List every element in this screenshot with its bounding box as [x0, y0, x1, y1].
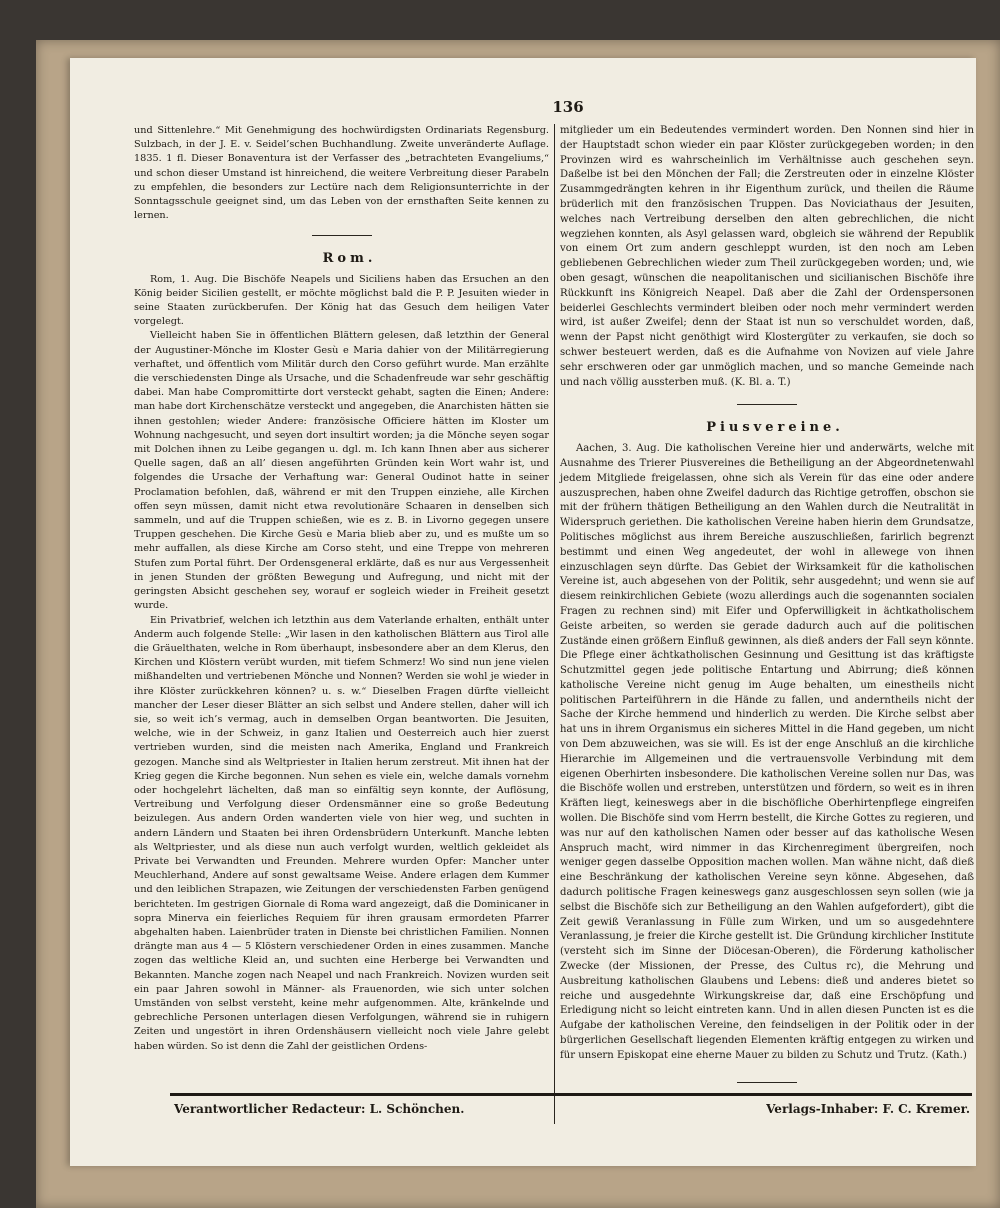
continuation-text: mitglieder um ein Bedeutendes vermindert worden. Den Nonnen sind hier in der Hauptstadt schon wieder ein paar Klöster zurückgegeben worden; in den Provinzen wird es wahrscheinlich im Verhältnisse auch geschehen seyn. Daßelbe ist bei den Mönchen der Fall; die Zerstreuten oder in einzelne Klöster Zusammgedrängten kehren in ihr Eigenthum zurück, und theilen die Räume brüderlich mit den französischen Truppen. Das Noviciathaus der Jesuiten, welches nach Vertreibung derselben den alten gebrechlichen, die nicht wegziehen konnten, als Asyl gelassen ward, obgleich sie während der Republik von einem Ort zum andern geschleppt wurden, ist den noch am Leben gebliebenen Gebrechlichen wieder zum Theil zurückgegeben worden; und, wie oben gesagt, wünschen die neapolitanischen und sicilianischen Bischöfe ihre Rückkunft ins Königreich Neapel. Daß aber die Zahl der Ordenspersonen beiderlei Geschlechts vermindert bleiben oder noch mehr vermindert werden wird, ist außer Zweifel; denn der Staat ist nun so verschuldet worden, daß, wenn der Papst nicht genöthigt wird Klostergüter zu verkaufen, sie doch so schwer besteuert werden, daß es die Aufnahme von Novizen auf viele Jahre sehr erschweren oder gar unmöglich machen, und so manche Gemeinde nach und nach völlig aussterben muß. (K. Bl. a. T.) — [560, 125, 974, 388]
article-paragraph: Aachen, 3. Aug. Die katholischen Vereine hier und anderwärts, welche mit Ausnahme des Trierer Piusvereines die Betheiligung an der Abgeordnetenwahl jedem Mitgliede freigelassen, ohne sich als Verein für das eine oder andere auszusprechen, haben ohne Zweifel dadurch das Richtige getroffen, obschon sie mit der frühern thätigen Betheiligung an den Wahlen durch die Neutralität in Widerspruch geriethen. Die katholischen Vereine haben hierin dem Grundsatze, Politisches möglichst aus ihrem Bereiche auszuschließen, farirlich begrenzt bestimmt und einen Weg angedeutet, der wohl in allewege von ihnen einzuschlagen seyn dürfte. Das Gebiet der Wirksamkeit für die katholischen Vereine ist, auch abgesehen von der Politik, sehr ausgedehnt; und wenn sie auf diesem reinkirchlichen Gebiete (wozu allerdings auch die sogenannten socialen Fragen zu rechnen sind) mit Eifer und Opferwilligkeit in ächtkatholischem Geiste arbeiten, so werden sie gerade dadurch auch auf die politischen Zustände einen größern Einfluß gewinnen, als dieß anders der Fall seyn könnte. Die Pflege einer ächtkatholischen Gesinnung und Gesittung ist das kräftigste Schutzmittel gegen jede politische Entartung und Abirrung; dieß können katholische Vereine nicht genug im Auge behalten, um einestheils nicht politischen Parteiführern in die Hände zu fallen, und anderntheils nicht der Sache der Kirche hemmend und hinderlich zu werden. Die Kirche selbst aber hat uns in ihrem Organismus ein sicheres Mittel in die Hand gegeben, um nicht von Dem abzuweichen, was sie will. Es ist der enge Anschluß an die kirchliche Hierarchie im Allgemeinen und die vertrauensvolle Verbindung mit dem eigenen Oberhirten insbesondere. Die katholischen Vereine sollen nur Das, was die Bischöfe wollen und erstreben, unterstützen und fördern, so weit es in ihren Kräften liegt, keineswegs aber in die bischöfliche Oberhirtenpflege eingreifen wollen. Die Bischöfe sind vom Herrn bestellt, die Kirche Gottes zu regieren, und was nur auf den katholischen Namen oder besser auf das katholische Wesen Anspruch macht, wird nimmer in das Kirchenregiment übergreifen, noch weniger gegen dasselbe Opposition machen wollen. Man wähne nicht, daß dieß eine Beschränkung der katholischen Vereine seyn könne. Abgesehen, daß dadurch politische Fragen keineswegs ganz ausgeschlossen seyn sollen (wie ja selbst die Bischöfe sich zur Betheiligung an den Wahlen aufgefordert), gibt die Zeit gewiß Veranlassung in Fülle zum Wirken, und um so ausgedehntere Veranlassung, je freier die Kirche gestellt ist. Die Gründung kirchlicher Institute (versteht sich im Sinne der Diöcesan-Oberen), die Förderung katholischer Zwecke (der Missionen, der Presse, des Cultus rc), die Mehrung und Ausbreitung katholischen Glaubens und Lebens: dieß und anderes bietet so reiche und ausgedehnte Wirkungskreise dar, daß eine Erschöpfung und Erledigung nicht so leicht eintreten kann. Und in allen diesen Puncten ist es die Aufgabe der katholischen Vereine, den feindseligen in der Politik oder in der bürgerlichen Gesellschaft liegenden Elementen kräftig entgegen zu wirken und für unsern Episkopat eine eherne Mauer zu bilden zu Schutz und Trutz. (Kath.) — [560, 443, 974, 1061]
article-paragraph: Vielleicht haben Sie in öffentlichen Blättern gelesen, daß letzthin der General der Augustiner-Mönche im Kloster Gesù e Maria dahier von der Militärregierung verhaftet, und öffentlich vom Militär durch den Corso geführt wurde. Man erzählte die verschiedensten Dinge als Ursache, und die Schadenfreude war sehr geschäftig dabei. Man habe Compromittirte dort versteckt gehabt, sagten die Einen; Andere: man habe dort Kirchenschätze versteckt und angegeben, die Anarchisten hätten sie ihnen gestohlen; wieder Andere: französische Officiere hätten im Kloster um Wohnung nachgesucht, und seyen dort insultirt worden; ja die Mönche seyen sogar mit Dolchen ihnen zu Leibe gegangen u. dgl. m. Ich kann Ihnen aber aus sicherer Quelle sagen, daß an all’ diesen angeführten Gründen kein Wort wahr ist, und folgendes die Ursache der Verhaftung war: General Oudinot hatte in seiner Proclamation befohlen, daß, während er mit den Truppen einziehe, alle Kirchen offen seyn müssen, damit nicht etwa revolutionäre Schaaren in denselben sich sammeln, und auf die Truppen schießen, wie es z. B. in Livorno gegegen unsere Truppen geschehen. Die Kirche Gesù e Maria blieb aber zu, und es mußte um so mehr auffallen, als diese Kirche am Corso steht, und eine Treppe von mehreren Stufen zum Portal führt. Der Ordensgeneral erklärte, daß es nur aus Vergessenheit in jenen Stunden der größten Bewegung und Aufregung, und nicht mit der geringsten Absicht geschehen sey, worauf er sogleich wieder in Freiheit gesetzt wurde. — [134, 330, 549, 612]
footer-editor: Verantwortlicher Redacteur: L. Schönchen. — [174, 1102, 465, 1116]
divider — [737, 1082, 797, 1083]
page-number: 136 — [552, 98, 584, 116]
section-heading-piusvereine: Piusvereine. — [706, 420, 844, 436]
section-heading-rom: Rom. — [322, 251, 377, 267]
divider — [737, 404, 797, 405]
intro-text: und Sittenlehre.“ Mit Genehmigung des hochwürdigsten Ordinariats Regensburg. Sulzbach, in der J. E. v. Seidel’schen Buchhandlung. Zweite unveränderte Auflage. 1835. 1 fl. Dieser Bonaventura ist der Verfasser des „betrachteten Evangeliums,“ und schon dieser Umstand ist hinreichend, die weitere Verbreitung dieser Parabeln zu empfehlen, die besonders zur Lectüre nach dem Religionsunterrichte in der Sonntagsschule geeignet sind, um das Leben von der ernsthaften Seite kennen zu lernen. — [134, 125, 549, 222]
newspaper-page — [70, 58, 976, 1166]
footer-rule — [170, 1093, 972, 1096]
right-column — [560, 124, 974, 1083]
footer-publisher: Verlags-Inhaber: F. C. Kremer. — [766, 1102, 970, 1116]
left-column — [134, 124, 549, 1054]
article-paragraph: Rom, 1. Aug. Die Bischöfe Neapels und Siciliens haben das Ersuchen an den König beider Sicilien gestellt, er möchte möglichst bald die P. P. Jesuiten wieder in seine Staaten zurückberufen. Der König hat das Gesuch dem heiligen Vater vorgelegt. — [134, 273, 549, 328]
article-paragraph: Ein Privatbrief, welchen ich letzthin aus dem Vaterlande erhalten, enthält unter Anderm auch folgende Stelle: „Wir lasen in den katholischen Blättern aus Tirol alle die Gräuelthaten, welche in Rom überhaupt, insbesondere aber an dem Klerus, den Kirchen und Klöstern verübt wurden, mit tiefem Schmerz! Wo sind nun jene vielen mißhandelten und vertriebenen Mönche und Nonnen? Werden sie wohl je wieder in ihre Klöster zurückkehren können? u. s. w.“ Dieselben Fragen dürfte vielleicht mancher der Leser dieser Blätter an sich selbst und Andere stellen, daher will ich sie, so weit ich’s vermag, auch in demselben Organ beantworten. Die Jesuiten, welche, wie in der Schweiz, in ganz Italien und Oesterreich auch hier zuerst vertrieben wurden, sind die meisten nach Amerika, England und Frankreich gezogen. Manche sind als Weltpriester in Italien herum zerstreut. Mit ihnen hat der Krieg gegen die Kirche begonnen. Nun sehen es viele ein, welche damals vornehm oder hochgelehrt lächelten, daß man so einfältig seyn konnte, der Auflösung, Vertreibung und Verfolgung dieser Ordensmänner eine so große Bedeutung beizulegen. Aus andern Orden wanderten viele von hier weg, und suchten in andern Ländern und Staaten bei ihren Ordensbrüdern Unterkunft. Manche lebten als Weltpriester, und als diese nun auch verfolgt wurden, weltlich gekleidet als Private bei Verwandten und Freunden. Mehrere wurden Opfer: Mancher unter Meuchlerhand, Andere auf sonst gewaltsame Weise. Andere erlagen dem Kummer und den leiblichen Strapazen, wie Zeitungen der verschiedensten Farben genügend berichteten. Im gestrigen Giornale di Roma ward angezeigt, daß die Dominicaner in sopra Minerva ein feierliches Requiem für ihren grausam ermordeten Pfarrer abgehalten haben. Laienbrüder traten in Dienste bei christlichen Familien. Nonnen drängte man aus 4 — 5 Klöstern verschiedener Orden in eines zusammen. Manche zogen das weltliche Kleid an, und suchten eine Herberge bei Verwandten und Bekannten. Manche zogen nach Neapel und nach Frankreich. Novizen wurden seit ein paar Jahren sowohl in Männer- als Frauenorden, wie sich unter solchen Umständen von selbst versteht, keine mehr aufgenommen. Alte, kränkelnde und gebrechliche Personen unterlagen diesen Verfolgungen, während sie in ruhigern Zeiten und ungestört in ihren Ordenshäusern vielleicht noch viele Jahre gelebt haben würden. So ist denn die Zahl der geistlichen Ordens- — [134, 614, 549, 1052]
column-divider — [554, 124, 555, 1124]
divider — [312, 235, 372, 236]
